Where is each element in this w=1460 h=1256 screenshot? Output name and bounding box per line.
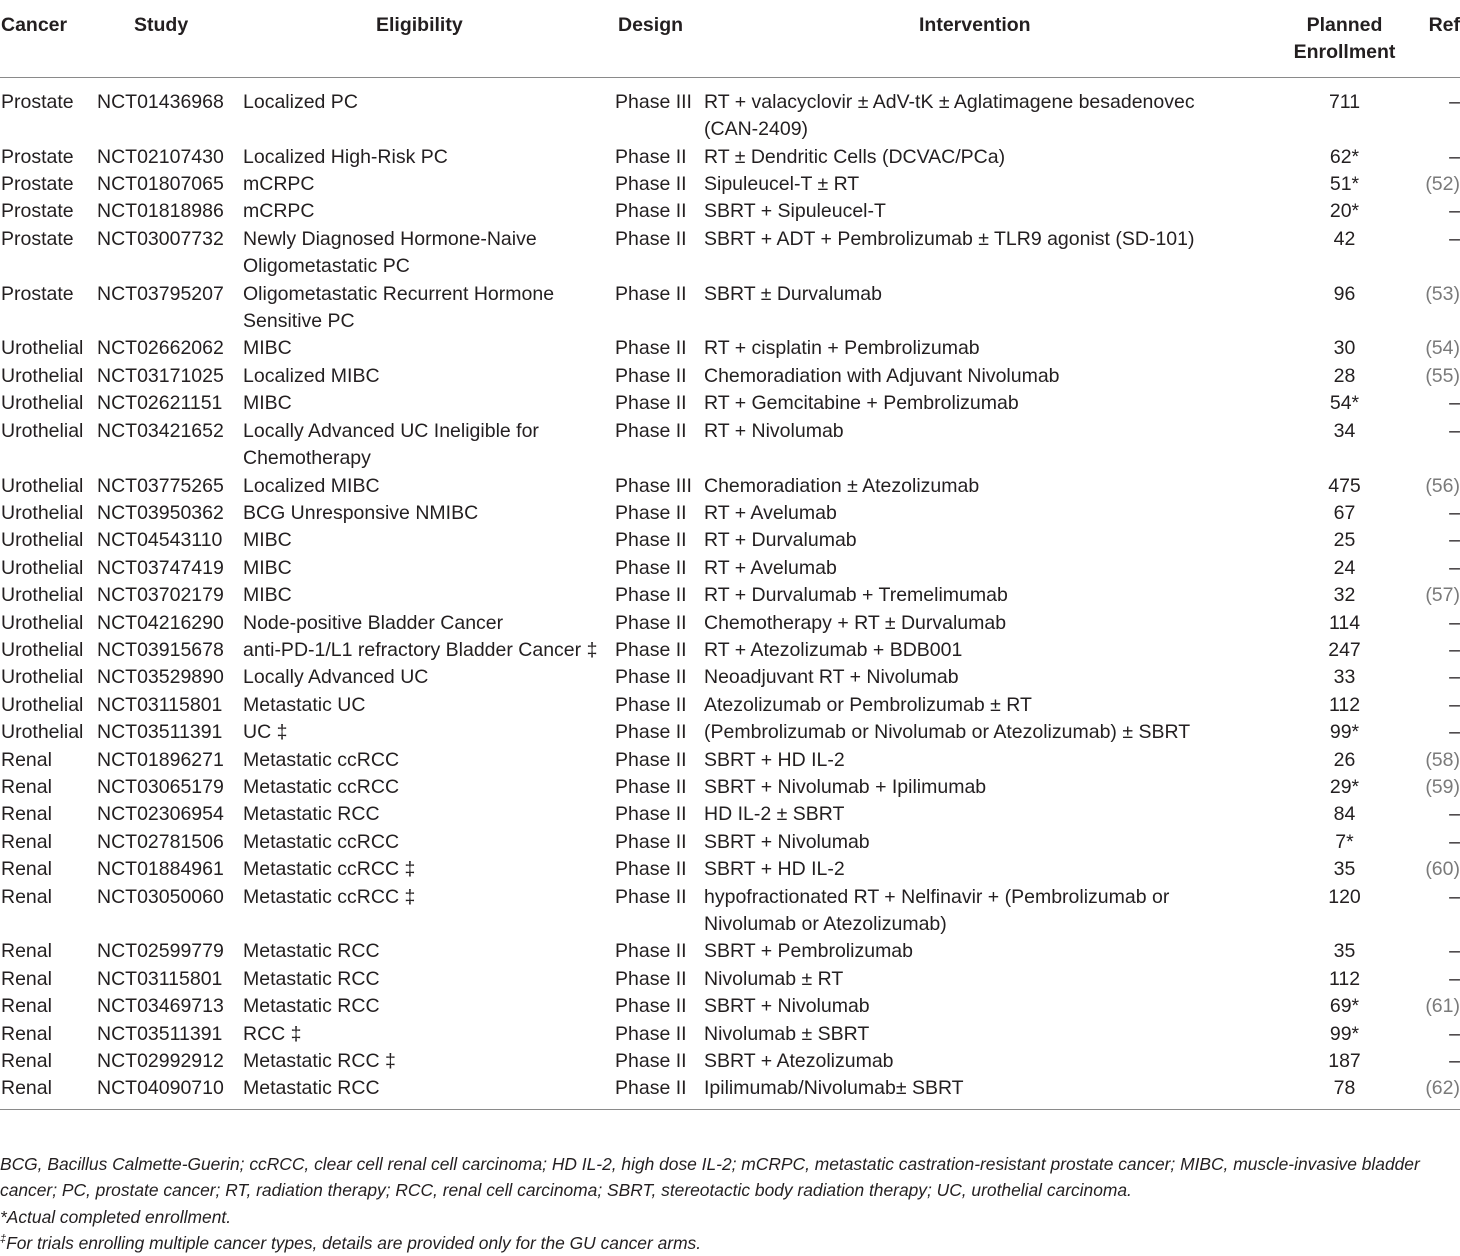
cell-eligibility: Metastatic UC <box>243 693 366 716</box>
cell-design: Phase II <box>615 721 687 744</box>
header-study: Study <box>97 12 243 77</box>
cell-design: Phase II <box>615 337 687 360</box>
cell-cancer: Prostate <box>1 145 74 168</box>
cell-eligibility: Metastatic ccRCC <box>243 830 400 853</box>
cell-intervention: RT + Atezolizumab + BDB001 <box>704 638 963 661</box>
cell-study: NCT03950362 <box>97 501 224 524</box>
cell-intervention: RT + Durvalumab <box>704 529 857 552</box>
cell-study: NCT02107430 <box>97 145 224 168</box>
cell-study: NCT04090710 <box>97 1075 243 1109</box>
cell-ref[interactable] <box>1412 993 1460 1020</box>
cell-design: Phase II <box>615 200 687 223</box>
ref-link[interactable]: (57) <box>1425 584 1460 607</box>
ref-link[interactable]: (59) <box>1425 775 1460 798</box>
cell-cancer: Renal <box>1 858 52 881</box>
table-row <box>0 966 1460 993</box>
ref-link[interactable]: (61) <box>1425 995 1460 1018</box>
cell-design: Phase II <box>615 282 687 305</box>
table-row <box>0 500 1460 527</box>
cell-ref: – <box>1449 392 1460 415</box>
cell-cancer: Urothelial <box>1 666 84 689</box>
header-enrollment-line1: Planned <box>1306 14 1383 36</box>
cell-design: Phase II <box>615 145 687 168</box>
cell-enrollment: 35 <box>1333 858 1356 881</box>
cell-eligibility: Metastatic ccRCC <box>243 748 400 771</box>
cell-cancer: Prostate <box>1 173 74 196</box>
ref-link[interactable]: (60) <box>1425 858 1460 881</box>
header-ref: Ref <box>1412 12 1460 77</box>
cell-enrollment: 51* <box>1329 173 1360 196</box>
cell-enrollment: 112 <box>1328 693 1361 716</box>
cell-ref: – <box>1449 611 1460 634</box>
cell-eligibility: mCRPC <box>243 173 315 196</box>
table-row <box>0 856 1460 883</box>
cell-enrollment: 96 <box>1333 282 1356 305</box>
cell-eligibility: Metastatic ccRCC <box>243 775 400 798</box>
cell-ref[interactable] <box>1412 856 1460 883</box>
table-row <box>0 610 1460 637</box>
cell-cancer: Urothelial <box>1 721 84 744</box>
cell-cancer: Renal <box>1 775 52 798</box>
cell-design: Phase II <box>615 1022 687 1045</box>
cell-design: Phase II <box>615 775 687 798</box>
cell-study: NCT02781506 <box>97 830 224 853</box>
cell-design: Phase II <box>615 1050 687 1073</box>
cell-enrollment: 67 <box>1333 501 1356 524</box>
cell-design: Phase II <box>615 392 687 415</box>
cell-design: Phase II <box>615 666 687 689</box>
cell-intervention: RT + valacyclovir ± AdV-tK ± Aglatimagene besadenovec (CAN-2409) <box>704 90 1195 141</box>
cell-design: Phase II <box>615 419 687 442</box>
cell-study: NCT03171025 <box>97 364 224 387</box>
cell-cancer: Urothelial <box>1 693 84 716</box>
table-row <box>0 664 1460 691</box>
cell-enrollment: 29* <box>1329 775 1360 798</box>
cell-enrollment: 7* <box>1335 830 1354 853</box>
table-row <box>0 144 1460 171</box>
cell-ref: – <box>1449 940 1460 963</box>
cell-intervention: RT + Avelumab <box>704 556 837 579</box>
cell-intervention: SBRT + Sipuleucel-T <box>704 200 886 223</box>
double-dagger-text: For trials enrolling multiple cancer types, details are provided only for the GU cancer arms. <box>6 1232 702 1253</box>
ref-link[interactable]: (56) <box>1425 474 1460 497</box>
cell-enrollment: 99* <box>1329 721 1360 744</box>
cell-design: Phase II <box>615 885 687 908</box>
cell-cancer: Prostate <box>1 282 74 305</box>
cell-intervention: Nivolumab ± RT <box>704 967 844 990</box>
cell-ref: – <box>1449 1022 1460 1045</box>
cell-enrollment: 34 <box>1333 419 1356 442</box>
header-cancer: Cancer <box>0 12 97 77</box>
cell-study: NCT02599779 <box>97 940 224 963</box>
table-body <box>0 77 1460 1109</box>
cell-eligibility: Metastatic RCC <box>243 1075 613 1109</box>
cell-enrollment: 247 <box>1328 638 1361 661</box>
table-footnotes <box>0 1151 1460 1256</box>
cell-intervention: Chemoradiation ± Atezolizumab <box>704 474 980 497</box>
cell-enrollment: 32 <box>1333 584 1356 607</box>
table-row <box>0 993 1460 1020</box>
ref-link[interactable]: (55) <box>1425 364 1460 387</box>
cell-ref: – <box>1449 145 1460 168</box>
cell-design: Phase II <box>615 967 687 990</box>
table-row <box>0 1021 1460 1048</box>
cell-eligibility: Localized High-Risk PC <box>243 145 448 168</box>
table-row <box>0 363 1460 390</box>
cell-study: NCT03775265 <box>97 474 224 497</box>
cell-design: Phase II <box>613 1075 704 1109</box>
table-row <box>0 938 1460 965</box>
cell-design: Phase II <box>615 611 687 634</box>
footnote-double-dagger <box>0 1230 1460 1256</box>
cell-cancer: Renal <box>1 803 52 826</box>
cell-enrollment: 28 <box>1333 364 1356 387</box>
cell-enrollment: 33 <box>1333 666 1356 689</box>
cell-design: Phase II <box>615 584 687 607</box>
table-row <box>0 692 1460 719</box>
cell-cancer: Renal <box>1 995 52 1018</box>
cell-eligibility: Localized MIBC <box>243 474 380 497</box>
cell-ref[interactable] <box>1412 363 1460 390</box>
cell-cancer: Urothelial <box>1 501 84 524</box>
table-row <box>0 527 1460 554</box>
cell-enrollment: 78 <box>1271 1075 1412 1109</box>
cell-design: Phase II <box>615 830 687 853</box>
cell-study: NCT01818986 <box>97 200 224 223</box>
cell-study: NCT02621151 <box>97 392 223 415</box>
cell-intervention: Neoadjuvant RT + Nivolumab <box>704 666 959 689</box>
cell-eligibility: MIBC <box>243 337 292 360</box>
cell-enrollment: 35 <box>1333 940 1356 963</box>
cell-enrollment: 711 <box>1328 90 1361 113</box>
cell-ref: – <box>1449 693 1460 716</box>
cell-intervention: SBRT + HD IL-2 <box>704 858 845 881</box>
table-row <box>0 281 1460 336</box>
cell-ref: – <box>1449 803 1460 826</box>
cell-intervention: (Pembrolizumab or Nivolumab or Atezolizumab) ± SBRT <box>704 721 1191 744</box>
cell-study: NCT02662062 <box>97 337 224 360</box>
cell-cancer: Urothelial <box>1 337 84 360</box>
cell-cancer: Urothelial <box>1 364 84 387</box>
cell-cancer: Urothelial <box>1 529 84 552</box>
cell-study: NCT03702179 <box>97 584 224 607</box>
cell-eligibility: Node-positive Bladder Cancer <box>243 611 504 634</box>
cell-enrollment: 62* <box>1329 145 1360 168</box>
cell-eligibility: MIBC <box>243 584 292 607</box>
cell-enrollment: 84 <box>1333 803 1356 826</box>
table-row <box>0 747 1460 774</box>
cell-cancer: Urothelial <box>1 474 84 497</box>
cell-study: NCT03747419 <box>97 556 224 579</box>
cell-study: NCT03421652 <box>97 419 224 442</box>
cell-ref: – <box>1449 885 1460 908</box>
cell-ref[interactable] <box>1412 747 1460 774</box>
cell-intervention: RT + Durvalumab + Tremelimumab <box>704 584 1008 607</box>
cell-ref[interactable] <box>1412 281 1460 336</box>
cell-study: NCT03115801 <box>97 967 223 990</box>
table-row <box>0 390 1460 417</box>
cell-ref[interactable] <box>1412 473 1460 500</box>
cell-intervention: SBRT + Nivolumab + Ipilimumab <box>704 775 987 798</box>
ref-link[interactable]: (54) <box>1425 337 1460 360</box>
cell-design: Phase II <box>615 556 687 579</box>
table-row <box>0 77 1460 143</box>
cell-eligibility: BCG Unresponsive NMIBC <box>243 501 479 524</box>
cell-intervention: Atezolizumab or Pembrolizumab ± RT <box>704 693 1032 716</box>
cell-study: NCT03065179 <box>97 775 224 798</box>
cell-study: NCT03915678 <box>97 638 224 661</box>
cell-cancer: Renal <box>1 748 52 771</box>
cell-design: Phase III <box>615 474 692 497</box>
cell-design: Phase II <box>615 364 687 387</box>
cell-cancer: Urothelial <box>1 419 84 442</box>
cell-eligibility: Metastatic RCC <box>243 940 380 963</box>
cell-eligibility: Locally Advanced UC Ineligible for Chemotherapy <box>243 419 539 470</box>
cell-enrollment: 99* <box>1329 1022 1360 1045</box>
cell-study: NCT03511391 <box>97 721 223 744</box>
cell-intervention: Ipilimumab/Nivolumab± SBRT <box>704 1075 1271 1109</box>
table-row <box>0 719 1460 746</box>
cell-intervention: SBRT + HD IL-2 <box>704 748 845 771</box>
cell-intervention: SBRT + Nivolumab <box>704 995 870 1018</box>
table-row <box>0 418 1460 473</box>
table-row <box>0 226 1460 281</box>
cell-study: NCT01896271 <box>97 748 224 771</box>
cell-eligibility: RCC ‡ <box>243 1022 302 1045</box>
cell-cancer: Urothelial <box>1 638 84 661</box>
cell-enrollment: 69* <box>1329 995 1360 1018</box>
cell-study: NCT04216290 <box>97 611 224 634</box>
cell-eligibility: Metastatic RCC <box>243 967 380 990</box>
cell-cancer: Renal <box>1 830 52 853</box>
cell-design: Phase II <box>615 501 687 524</box>
cell-ref: – <box>1449 1050 1460 1073</box>
cell-study: NCT01807065 <box>97 173 224 196</box>
cell-ref[interactable] <box>1412 582 1460 609</box>
cell-enrollment: 114 <box>1328 611 1361 634</box>
table-row <box>0 335 1460 362</box>
cell-study: NCT02306954 <box>97 803 224 826</box>
header-design: Design <box>613 12 704 77</box>
cell-ref: – <box>1449 967 1460 990</box>
cell-intervention: RT + Avelumab <box>704 501 837 524</box>
cell-ref: – <box>1449 227 1460 250</box>
table-row <box>0 1048 1460 1075</box>
cell-enrollment: 120 <box>1328 885 1361 908</box>
cell-study: NCT04543110 <box>97 529 223 552</box>
cell-cancer: Urothelial <box>1 584 84 607</box>
cell-ref: – <box>1449 90 1460 113</box>
cell-eligibility: UC ‡ <box>243 721 288 744</box>
cell-enrollment: 20* <box>1329 200 1360 223</box>
cell-enrollment: 187 <box>1328 1050 1361 1073</box>
cell-ref: – <box>1449 200 1460 223</box>
cell-intervention: SBRT ± Durvalumab <box>704 282 882 305</box>
ref-link[interactable]: (53) <box>1425 282 1460 305</box>
table-row <box>0 582 1460 609</box>
table-row <box>0 774 1460 801</box>
cell-design: Phase II <box>615 748 687 771</box>
cell-eligibility: Oligometastatic Recurrent Hormone Sensitive PC <box>243 282 555 333</box>
cell-eligibility: MIBC <box>243 529 292 552</box>
cell-eligibility: Localized PC <box>243 90 358 113</box>
cell-cancer: Renal <box>1 940 52 963</box>
clinical-trials-table <box>0 12 1460 1110</box>
cell-design: Phase II <box>615 995 687 1018</box>
cell-ref[interactable] <box>1412 774 1460 801</box>
cell-ref[interactable] <box>1412 1075 1460 1109</box>
cell-cancer: Prostate <box>1 90 74 113</box>
cell-intervention: SBRT + Atezolizumab <box>704 1050 894 1073</box>
cell-design: Phase II <box>615 940 687 963</box>
table-row <box>0 884 1460 939</box>
cell-cancer: Renal <box>1 1022 52 1045</box>
cell-enrollment: 112 <box>1328 967 1361 990</box>
cell-intervention: SBRT + Nivolumab <box>704 830 870 853</box>
cell-cancer: Urothelial <box>1 556 84 579</box>
cell-study: NCT03795207 <box>97 282 224 305</box>
cell-eligibility: Locally Advanced UC <box>243 666 429 689</box>
cell-study: NCT03529890 <box>97 666 224 689</box>
cell-design: Phase II <box>615 693 687 716</box>
cell-enrollment: 54* <box>1329 392 1360 415</box>
cell-design: Phase II <box>615 173 687 196</box>
cell-ref: – <box>1449 638 1460 661</box>
cell-eligibility: anti-PD-1/L1 refractory Bladder Cancer ‡ <box>243 638 598 661</box>
cell-study: NCT03050060 <box>97 885 224 908</box>
cell-cancer: Urothelial <box>1 611 84 634</box>
cell-eligibility: Metastatic RCC <box>243 995 380 1018</box>
cell-design: Phase II <box>615 803 687 826</box>
cell-eligibility: mCRPC <box>243 200 315 223</box>
table-row <box>0 637 1460 664</box>
cell-intervention: Nivolumab ± SBRT <box>704 1022 870 1045</box>
cell-intervention: Chemotherapy + RT ± Durvalumab <box>704 611 1007 634</box>
cell-study: NCT01436968 <box>97 90 224 113</box>
cell-enrollment: 25 <box>1333 529 1356 552</box>
cell-intervention: SBRT + Pembrolizumab <box>704 940 913 963</box>
cell-ref: – <box>1449 419 1460 442</box>
table-header-row <box>0 12 1460 77</box>
cell-intervention: RT ± Dendritic Cells (DCVAC/PCa) <box>704 145 1006 168</box>
cell-intervention: Chemoradiation with Adjuvant Nivolumab <box>704 364 1060 387</box>
cell-eligibility: Metastatic ccRCC ‡ <box>243 885 416 908</box>
cell-eligibility: MIBC <box>243 392 292 415</box>
cell-intervention: HD IL-2 ± SBRT <box>704 803 845 826</box>
footnote-abbreviations: BCG, Bacillus Calmette-Guerin; ccRCC, clear cell renal cell carcinoma; HD IL-2, high dose IL-2; mCRPC, metastatic castration-resistant prostate cancer; MIBC, muscle-invasive bladder cancer; PC, prostate cancer; RT, radiation therapy; RCC, renal cell carcinoma; SBRT, stereotactic body radiation therapy; UC, urothelial carcinoma. <box>0 1154 1420 1201</box>
cell-enrollment: 475 <box>1328 474 1361 497</box>
cell-intervention: SBRT + ADT + Pembrolizumab ± TLR9 agonist (SD-101) <box>704 227 1195 250</box>
cell-ref: – <box>1449 556 1460 579</box>
cell-cancer: Prostate <box>1 227 74 250</box>
cell-enrollment: 26 <box>1333 748 1356 771</box>
header-enrollment-line2: Enrollment <box>1293 41 1396 64</box>
cell-intervention: RT + cisplatin + Pembrolizumab <box>704 337 980 360</box>
cell-enrollment: 30 <box>1333 337 1356 360</box>
cell-enrollment: 24 <box>1333 556 1356 579</box>
table-row <box>0 171 1460 198</box>
cell-ref: – <box>1449 830 1460 853</box>
ref-link[interactable]: (52) <box>1425 173 1460 196</box>
table-row <box>0 1075 1460 1109</box>
table-row <box>0 198 1460 225</box>
cell-cancer: Renal <box>0 1075 97 1109</box>
cell-study: NCT03469713 <box>97 995 224 1018</box>
ref-link[interactable]: (62) <box>1425 1077 1460 1100</box>
table-row <box>0 829 1460 856</box>
cell-study: NCT01884961 <box>97 858 224 881</box>
cell-ref[interactable] <box>1412 171 1460 198</box>
cell-design: Phase II <box>615 529 687 552</box>
cell-design: Phase III <box>615 90 692 113</box>
ref-link[interactable]: (58) <box>1425 748 1460 771</box>
cell-ref: – <box>1449 666 1460 689</box>
cell-intervention: RT + Gemcitabine + Pembrolizumab <box>704 392 1019 415</box>
cell-intervention: hypofractionated RT + Nelfinavir + (Pembrolizumab or Nivolumab or Atezolizumab) <box>704 885 1170 935</box>
cell-design: Phase II <box>615 638 687 661</box>
cell-eligibility: Metastatic RCC ‡ <box>243 1050 396 1073</box>
cell-study: NCT03115801 <box>97 693 223 716</box>
cell-cancer: Urothelial <box>1 392 84 415</box>
cell-eligibility: Metastatic RCC <box>243 803 380 826</box>
cell-eligibility: Newly Diagnosed Hormone-Naive Oligometastatic PC <box>243 227 537 278</box>
cell-ref[interactable] <box>1412 335 1460 362</box>
cell-ref: – <box>1449 529 1460 552</box>
cell-study: NCT03511391 <box>97 1022 223 1045</box>
cell-cancer: Renal <box>1 1050 52 1073</box>
header-intervention: Intervention <box>704 12 1271 77</box>
cell-ref: – <box>1449 501 1460 524</box>
cell-enrollment: 42 <box>1333 227 1356 250</box>
cell-intervention: RT + Nivolumab <box>704 419 844 442</box>
cell-ref: – <box>1449 721 1460 744</box>
cell-study: NCT02992912 <box>97 1050 224 1073</box>
cell-cancer: Renal <box>1 967 52 990</box>
cell-eligibility: Localized MIBC <box>243 364 380 387</box>
table-row <box>0 473 1460 500</box>
table-row <box>0 555 1460 582</box>
cell-design: Phase II <box>615 227 687 250</box>
cell-eligibility: Metastatic ccRCC ‡ <box>243 858 416 881</box>
cell-cancer: Prostate <box>1 200 74 223</box>
cell-cancer: Renal <box>1 885 52 908</box>
footnote-asterisk: *Actual completed enrollment. <box>0 1206 232 1227</box>
cell-eligibility: MIBC <box>243 556 292 579</box>
cell-intervention: Sipuleucel-T ± RT <box>704 173 860 196</box>
header-eligibility: Eligibility <box>243 12 613 77</box>
cell-design: Phase II <box>615 858 687 881</box>
double-dagger-symbol: ‡ <box>0 1233 7 1246</box>
header-planned-enrollment <box>1271 12 1412 77</box>
table-row <box>0 801 1460 828</box>
cell-study: NCT03007732 <box>97 227 224 250</box>
